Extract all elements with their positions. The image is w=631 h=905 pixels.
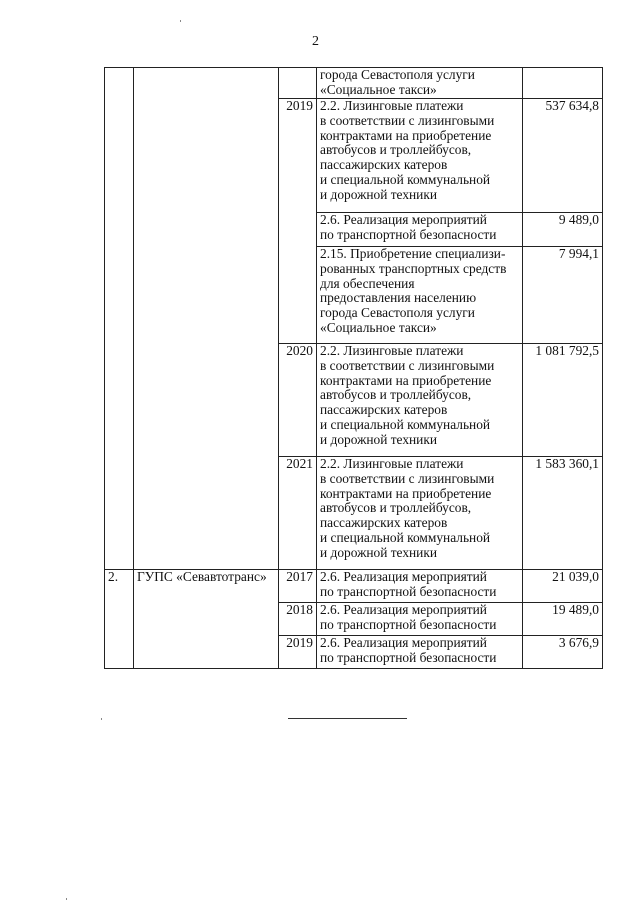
description-line: пассажирских катеров xyxy=(320,515,448,531)
year-cell: 2020 xyxy=(279,344,317,457)
description-cell xyxy=(317,213,523,247)
description-line: города Севастополя услуги xyxy=(320,305,475,321)
description-cell xyxy=(317,344,523,457)
year-cell: 2018 xyxy=(279,603,317,636)
description-line: и дорожной техники xyxy=(320,544,438,560)
description-line: в соответствии с лизинговыми xyxy=(320,112,495,128)
description-line: контрактами на приобретение xyxy=(320,127,492,143)
description-line: и дорожной техники xyxy=(320,186,438,202)
description-line: и специальной коммунальной xyxy=(320,416,491,432)
description-line: рованных транспортных средств xyxy=(320,260,507,276)
description-line: автобусов и троллейбусов, xyxy=(320,142,472,158)
scan-speck xyxy=(180,20,181,22)
description-line: по транспортной безопасности xyxy=(320,583,497,599)
description-line: города Севастополя услуги xyxy=(320,67,475,82)
amount-cell: 19 489,0 xyxy=(523,603,603,636)
description-line: в соответствии с лизинговыми xyxy=(320,470,495,486)
row-number-cell: 2. xyxy=(105,570,134,669)
description-line: контрактами на приобретение xyxy=(320,372,492,388)
description-line: предоставления населению xyxy=(320,290,477,306)
year-cell: 2017 xyxy=(279,570,317,603)
amount-cell: 1 583 360,1 xyxy=(523,457,603,570)
year-cell: 2019 xyxy=(279,99,317,344)
amount-cell: 537 634,8 xyxy=(523,99,603,213)
description-line: автобусов и троллейбусов, xyxy=(320,387,472,403)
description-line: 2.6. Реализация мероприятий xyxy=(320,635,487,650)
year-cell xyxy=(279,68,317,99)
description-line: по транспортной безопасности xyxy=(320,616,497,632)
amount-cell xyxy=(523,68,603,99)
description-line: автобусов и троллейбусов, xyxy=(320,500,472,516)
description-cell xyxy=(317,457,523,570)
end-separator-line xyxy=(288,718,407,719)
description-line: 2.2. Лизинговые платежи xyxy=(320,98,464,113)
amount-cell: 7 994,1 xyxy=(523,247,603,344)
description-cell xyxy=(317,603,523,636)
description-cell xyxy=(317,247,523,344)
description-line: пассажирских катеров xyxy=(320,402,448,418)
description-line: 2.6. Реализация мероприятий xyxy=(320,602,487,617)
scan-speck xyxy=(66,898,67,900)
funding-table xyxy=(104,67,603,669)
organization-cell: ГУПС «Севавтотранс» xyxy=(134,570,279,669)
year-cell: 2021 xyxy=(279,457,317,570)
description-line: в соответствии с лизинговыми xyxy=(320,357,495,373)
year-cell: 2019 xyxy=(279,636,317,669)
description-line: и специальной коммунальной xyxy=(320,529,491,545)
description-line: и специальной коммунальной xyxy=(320,171,491,187)
table-row xyxy=(105,570,603,603)
table-row xyxy=(105,68,603,99)
description-line: «Социальное такси» xyxy=(320,319,437,335)
description-cell xyxy=(317,570,523,603)
description-line: по транспортной безопасности xyxy=(320,226,497,242)
amount-cell: 3 676,9 xyxy=(523,636,603,669)
description-cell xyxy=(317,68,523,99)
description-line: для обеспечения xyxy=(320,275,415,291)
amount-cell: 21 039,0 xyxy=(523,570,603,603)
page-number: 2 xyxy=(312,34,319,49)
description-line: «Социальное такси» xyxy=(320,81,437,97)
description-line: 2.2. Лизинговые платежи xyxy=(320,343,464,358)
row-number-cell xyxy=(105,68,134,570)
description-line: 2.6. Реализация мероприятий xyxy=(320,569,487,584)
description-line: 2.15. Приобретение специализи- xyxy=(320,246,506,261)
scan-speck xyxy=(101,718,102,720)
description-line: 2.6. Реализация мероприятий xyxy=(320,212,487,227)
description-line: по транспортной безопасности xyxy=(320,649,497,665)
description-line: и дорожной техники xyxy=(320,431,438,447)
amount-cell: 9 489,0 xyxy=(523,213,603,247)
description-cell xyxy=(317,99,523,213)
description-cell xyxy=(317,636,523,669)
description-line: 2.2. Лизинговые платежи xyxy=(320,456,464,471)
description-line: пассажирских катеров xyxy=(320,157,448,173)
organization-cell xyxy=(134,68,279,570)
description-line: контрактами на приобретение xyxy=(320,485,492,501)
amount-cell: 1 081 792,5 xyxy=(523,344,603,457)
